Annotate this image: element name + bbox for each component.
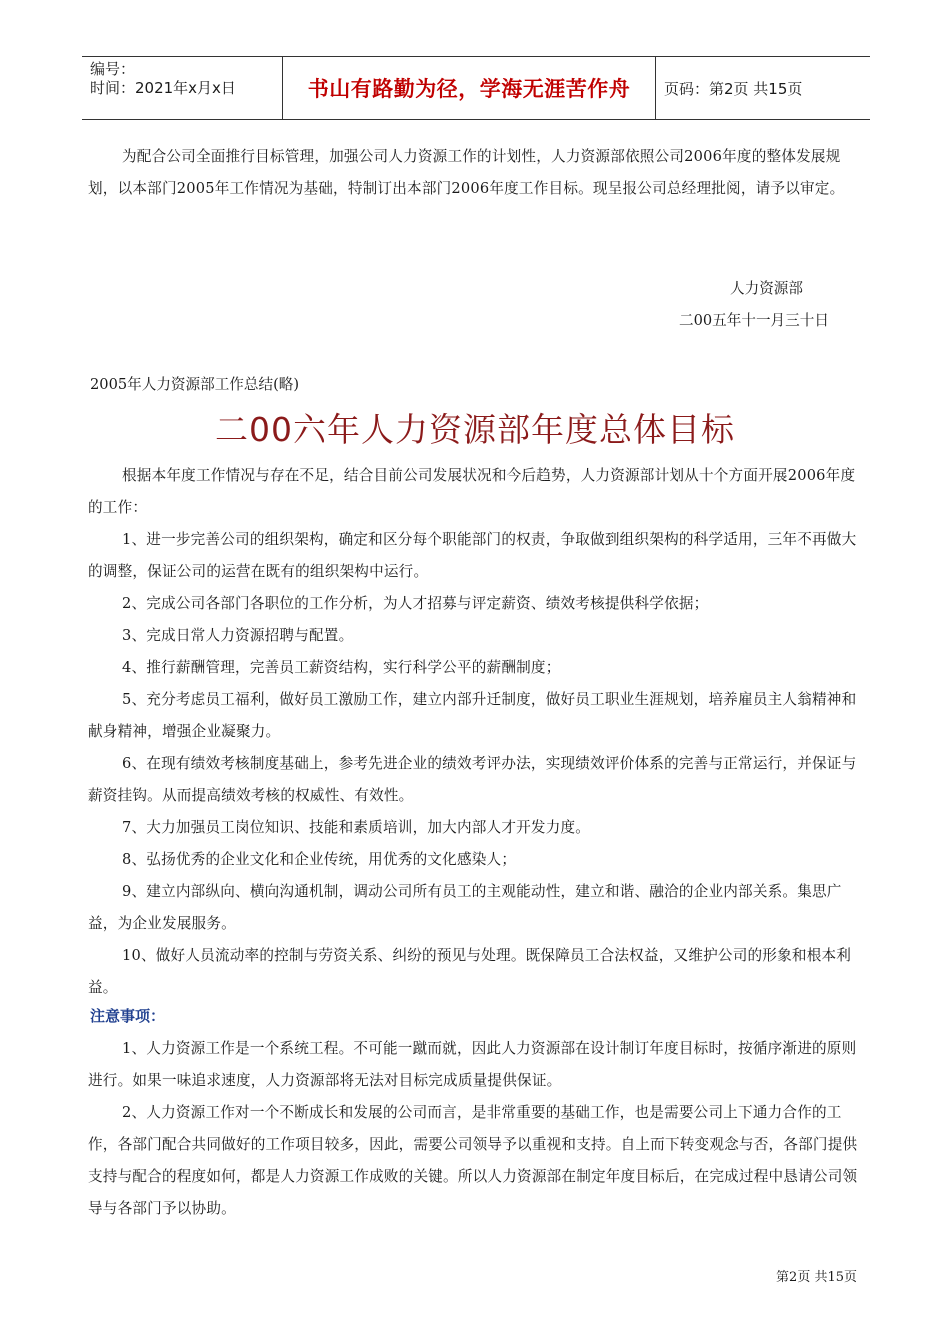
lead-paragraph: 根据本年度工作情况与存在不足，结合目前公司发展状况和今后趋势，人力资源部计划从十个方面开展2006年度的工作： xyxy=(88,467,856,516)
document-title: 二00六年人力资源部年度总体目标 xyxy=(215,410,735,449)
signature-date: 二00五年十一月三十日 xyxy=(679,312,829,329)
summary-line: 2005年人力资源部工作总结(略) xyxy=(90,376,300,393)
goal-item-6: 6、在现有绩效考核制度基础上，参考先进企业的绩效考评办法，实现绩效评价体系的完善与正常运行，并保证与薪资挂钩。从而提高绩效考核的权威性、有效性。 xyxy=(88,755,857,804)
goal-item-9: 9、建立内部纵向、横向沟通机制，调动公司所有员工的主观能动性，建立和谐、融洽的企业内部关系。集思广益，为企业发展服务。 xyxy=(88,883,842,932)
goal-item-5: 5、充分考虑员工福利，做好员工激励工作，建立内部升迁制度，做好员工职业生涯规划，培养雇员主人翁精神和献身精神，增强企业凝聚力。 xyxy=(88,691,857,740)
signature-dept: 人力资源部 xyxy=(730,280,803,297)
goal-item-2: 2、完成公司各部门各职位的工作分析，为人才招募与评定薪资、绩效考核提供科学依据； xyxy=(122,595,709,612)
note-item-2: 2、人力资源工作对一个不断成长和发展的公司而言，是非常重要的基础工作，也是需要公司上下通力合作的工作，各部门配合共同做好的工作项目较多，因此，需要公司领导予以重视和支持。自上而下转变观念与否，各部门提供支持与配合的程度如何，都是人力资源工作成败的关键。所以人力资源部在制定年度目标后，在完成过程中恳请公司领导与各部门予以协助。 xyxy=(88,1104,858,1217)
goal-item-8: 8、弘扬优秀的企业文化和企业传统，用优秀的文化感染人； xyxy=(122,851,517,868)
page-header xyxy=(82,56,870,120)
goal-item-4: 4、推行薪酬管理，完善员工薪资结构，实行科学公平的薪酬制度； xyxy=(122,659,561,676)
time-label: 时间：2021年x月x日 xyxy=(90,79,236,97)
number-label: 编号： xyxy=(90,60,136,78)
header-motto: 书山有路勤为径，学海无涯苦作舟 xyxy=(283,57,656,119)
intro-paragraph: 为配合公司全面推行目标管理，加强公司人力资源工作的计划性，人力资源部依照公司2006年度的整体发展规划，以本部门2005年工作情况为基础，特制订出本部门2006年度工作目标。现呈报公司总经理批阅，请予以审定。 xyxy=(88,148,845,197)
goal-item-10: 10、做好人员流动率的控制与劳资关系、纠纷的预见与处理。既保障员工合法权益，又维护公司的形象和根本利益。 xyxy=(88,947,852,996)
header-page-label: 页码：第2页 共15页 xyxy=(664,79,803,98)
notes-heading: 注意事项： xyxy=(90,1007,166,1025)
goal-item-1: 1、进一步完善公司的组织架构，确定和区分每个职能部门的权责，争取做到组织架构的科学适用，三年不再做大的调整，保证公司的运营在既有的组织架构中运行。 xyxy=(88,531,857,580)
page-footer: 第2页 共15页 xyxy=(776,1270,857,1285)
header-meta xyxy=(82,57,283,119)
goal-item-3: 3、完成日常人力资源招聘与配置。 xyxy=(122,627,354,644)
goal-item-7: 7、大力加强员工岗位知识、技能和素质培训，加大内部人才开发力度。 xyxy=(122,819,591,836)
note-item-1: 1、人力资源工作是一个系统工程。不可能一蹴而就，因此人力资源部在设计制订年度目标时，按循序渐进的原则进行。如果一味追求速度，人力资源部将无法对目标完成质量提供保证。 xyxy=(88,1040,857,1089)
